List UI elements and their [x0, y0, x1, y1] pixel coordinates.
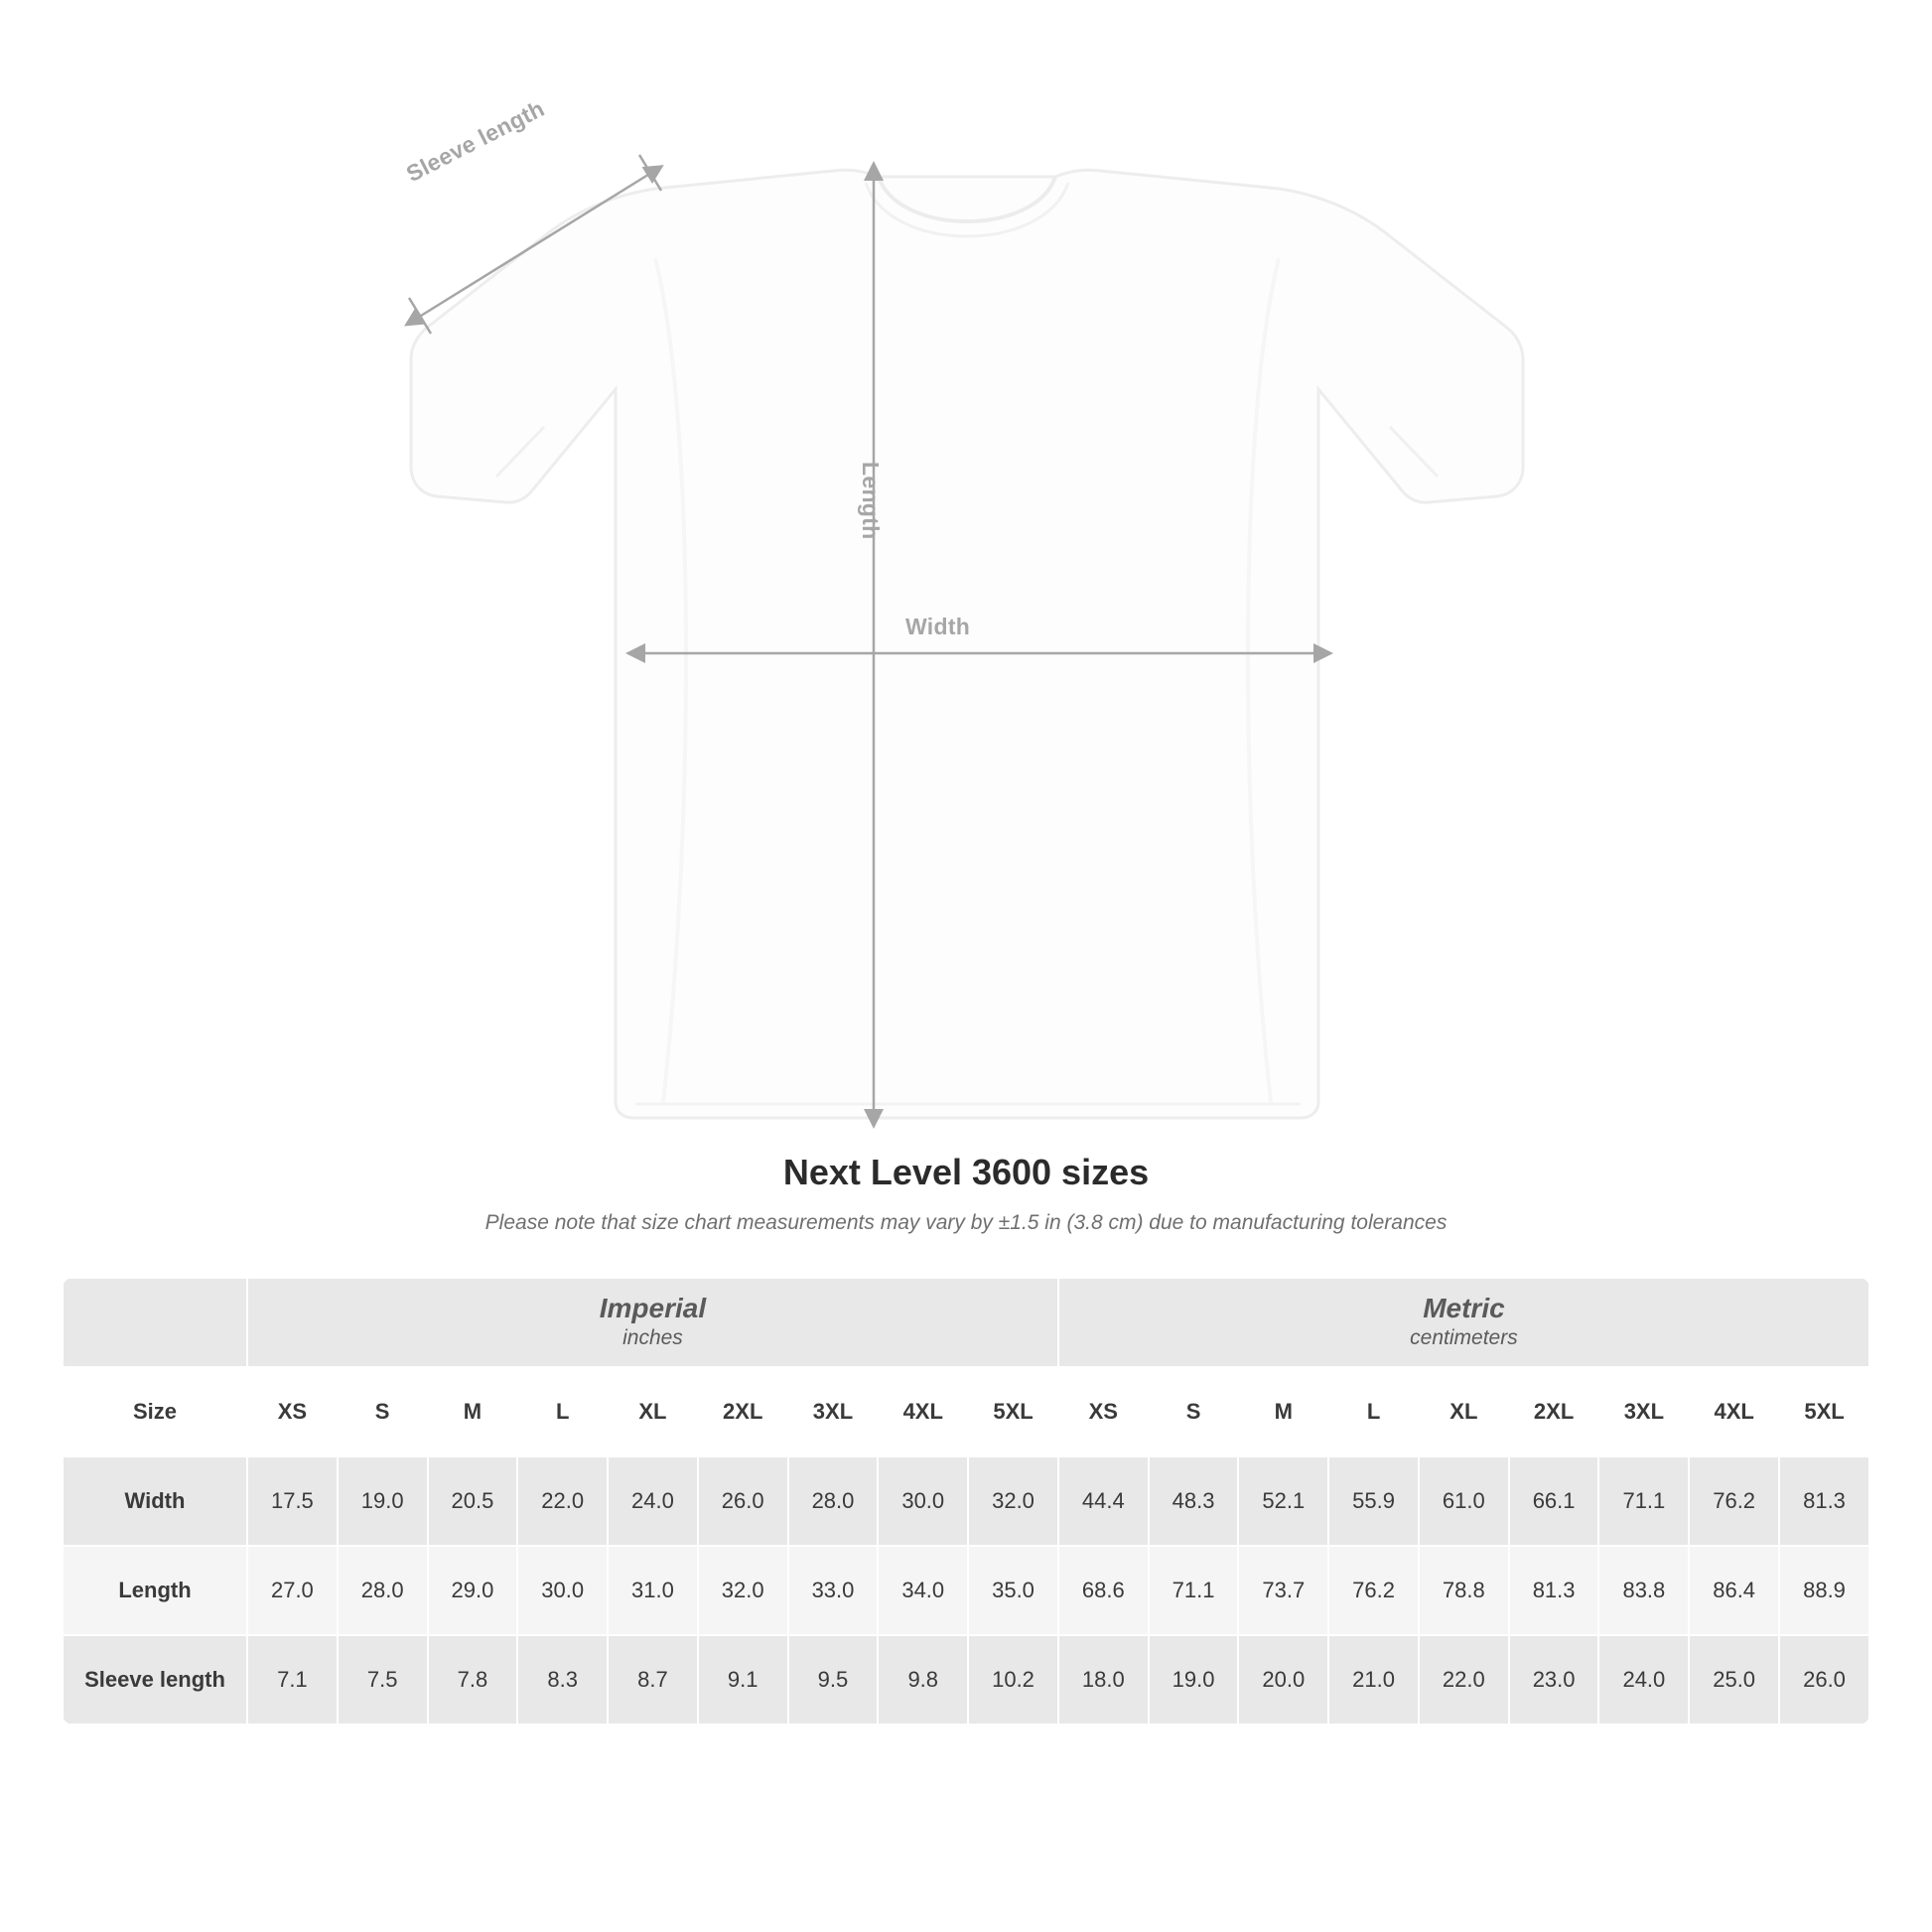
- measurement-cell: 25.0: [1689, 1635, 1779, 1725]
- measurement-cell: 7.1: [247, 1635, 338, 1725]
- measurement-cell: 9.8: [878, 1635, 968, 1725]
- measurement-cell: 29.0: [428, 1546, 518, 1635]
- size-column-header: S: [1149, 1367, 1239, 1456]
- measurement-cell: 68.6: [1058, 1546, 1149, 1635]
- measurement-cell: 8.7: [608, 1635, 698, 1725]
- page-title: Next Level 3600 sizes: [782, 1152, 1150, 1192]
- measurement-cell: 20.0: [1238, 1635, 1328, 1725]
- measurement-cell: 10.2: [968, 1635, 1058, 1725]
- measurement-cell: 28.0: [788, 1456, 879, 1546]
- table-row: [63, 1456, 1869, 1546]
- measurement-cell: 26.0: [1779, 1635, 1869, 1725]
- measurement-cell: 71.1: [1598, 1456, 1689, 1546]
- measurement-cell: 26.0: [698, 1456, 788, 1546]
- measurement-cell: 35.0: [968, 1546, 1058, 1635]
- size-chart-table-wrapper: [62, 1277, 1870, 1725]
- table-row: [63, 1635, 1869, 1725]
- measurement-cell: 20.5: [428, 1456, 518, 1546]
- unit-subtitle: centimeters: [1410, 1326, 1518, 1350]
- measurement-cell: 71.1: [1149, 1546, 1239, 1635]
- measurement-cell: 23.0: [1509, 1635, 1599, 1725]
- size-column-header: 2XL: [698, 1367, 788, 1456]
- measurement-cell: 19.0: [338, 1456, 428, 1546]
- size-chart-table: [62, 1277, 1870, 1725]
- measurement-cell: 30.0: [517, 1546, 608, 1635]
- size-column-header: L: [517, 1367, 608, 1456]
- measurement-cell: 22.0: [517, 1456, 608, 1546]
- size-column-header: L: [1328, 1367, 1419, 1456]
- measurement-cell: 19.0: [1149, 1635, 1239, 1725]
- table-corner-cell: [63, 1278, 247, 1367]
- measurement-cell: 31.0: [608, 1546, 698, 1635]
- measurement-cell: 32.0: [698, 1546, 788, 1635]
- measurement-cell: 22.0: [1419, 1635, 1509, 1725]
- size-column-header: M: [428, 1367, 518, 1456]
- measurement-cell: 44.4: [1058, 1456, 1149, 1546]
- measurement-cell: 52.1: [1238, 1456, 1328, 1546]
- measurement-row-label: Width: [63, 1456, 247, 1546]
- measurement-cell: 18.0: [1058, 1635, 1149, 1725]
- measurement-cell: 88.9: [1779, 1546, 1869, 1635]
- measurement-cell: 81.3: [1509, 1546, 1599, 1635]
- measurement-cell: 33.0: [788, 1546, 879, 1635]
- measurement-cell: 76.2: [1328, 1546, 1419, 1635]
- title-block: [0, 1152, 1932, 1235]
- measurement-cell: 78.8: [1419, 1546, 1509, 1635]
- measurement-cell: 17.5: [247, 1456, 338, 1546]
- unit-group-header: [1058, 1278, 1869, 1367]
- measurement-cell: 48.3: [1149, 1456, 1239, 1546]
- size-column-header: 5XL: [1779, 1367, 1869, 1456]
- measurement-cell: 73.7: [1238, 1546, 1328, 1635]
- tolerance-note: Please note that size chart measurements may vary by ±1.5 in (3.8 cm) due to manufacturing tolerances: [484, 1211, 1448, 1234]
- unit-title: Imperial: [599, 1293, 707, 1324]
- measurement-cell: 61.0: [1419, 1456, 1509, 1546]
- table-row: [63, 1546, 1869, 1635]
- measurement-cell: 9.1: [698, 1635, 788, 1725]
- size-column-header: 4XL: [1689, 1367, 1779, 1456]
- size-column-header: 5XL: [968, 1367, 1058, 1456]
- measurement-cell: 30.0: [878, 1456, 968, 1546]
- measurement-cell: 24.0: [608, 1456, 698, 1546]
- measurement-cell: 66.1: [1509, 1456, 1599, 1546]
- measurement-cell: 9.5: [788, 1635, 879, 1725]
- table-header-row: [63, 1367, 1869, 1456]
- size-column-header: 4XL: [878, 1367, 968, 1456]
- size-column-header: XL: [608, 1367, 698, 1456]
- size-column-header: M: [1238, 1367, 1328, 1456]
- size-column-header: XL: [1419, 1367, 1509, 1456]
- measurement-row-label: Sleeve length: [63, 1635, 247, 1725]
- size-column-header: S: [338, 1367, 428, 1456]
- size-column-header: 2XL: [1509, 1367, 1599, 1456]
- measurement-cell: 83.8: [1598, 1546, 1689, 1635]
- size-row-label: Size: [63, 1367, 247, 1456]
- size-column-header: 3XL: [1598, 1367, 1689, 1456]
- unit-subtitle: inches: [622, 1326, 683, 1350]
- measurement-row-label: Length: [63, 1546, 247, 1635]
- sleeve-length-label: Sleeve length: [402, 94, 549, 188]
- measurement-cell: 7.5: [338, 1635, 428, 1725]
- measurement-cell: 24.0: [1598, 1635, 1689, 1725]
- measurement-cell: 21.0: [1328, 1635, 1419, 1725]
- measurement-cell: 86.4: [1689, 1546, 1779, 1635]
- measurement-cell: 32.0: [968, 1456, 1058, 1546]
- size-column-header: XS: [1058, 1367, 1149, 1456]
- length-label: Length: [858, 462, 884, 540]
- measurement-cell: 28.0: [338, 1546, 428, 1635]
- unit-group-header: [247, 1278, 1058, 1367]
- measurement-cell: 55.9: [1328, 1456, 1419, 1546]
- size-column-header: XS: [247, 1367, 338, 1456]
- measurement-cell: 27.0: [247, 1546, 338, 1635]
- unit-title: Metric: [1423, 1293, 1505, 1324]
- measurement-cell: 76.2: [1689, 1456, 1779, 1546]
- measurement-cell: 7.8: [428, 1635, 518, 1725]
- measurement-cell: 34.0: [878, 1546, 968, 1635]
- measurement-cell: 8.3: [517, 1635, 608, 1725]
- size-column-header: 3XL: [788, 1367, 879, 1456]
- measurement-cell: 81.3: [1779, 1456, 1869, 1546]
- width-label: Width: [905, 614, 971, 639]
